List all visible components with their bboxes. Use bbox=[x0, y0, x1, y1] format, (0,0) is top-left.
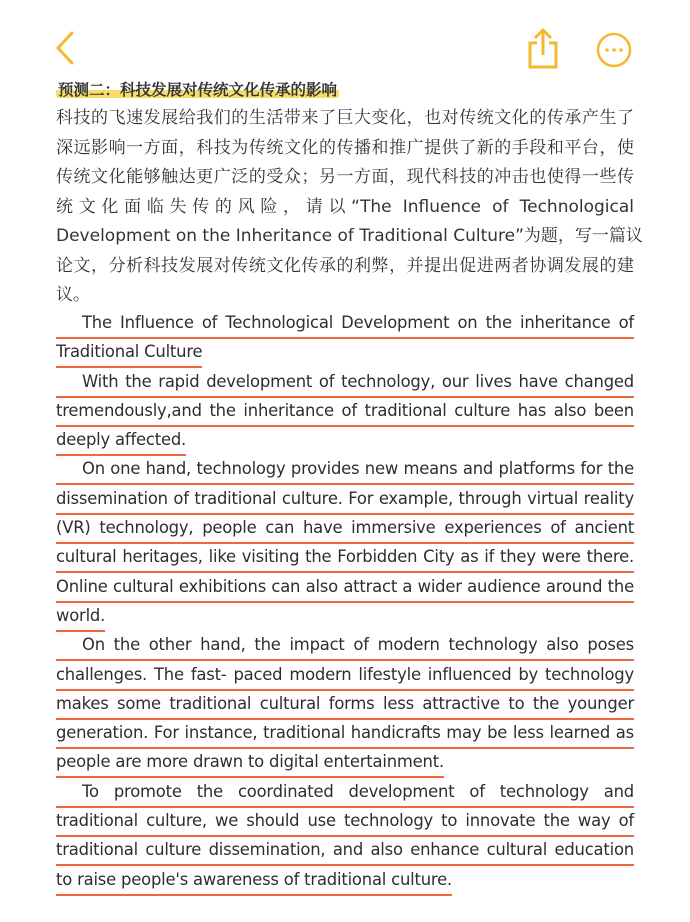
essay-line bbox=[56, 807, 634, 836]
underlined-text: dissemination of traditional culture. For example, through virtual reality bbox=[56, 485, 634, 515]
essay-line bbox=[56, 368, 634, 397]
essay-line bbox=[56, 543, 634, 572]
essay-line bbox=[56, 690, 634, 719]
underlined-text: On one hand, technology provides new means and platforms for the bbox=[56, 455, 634, 485]
section-title: 预测二：科技发展对传统文化传承的影响 bbox=[56, 78, 339, 100]
prompt-line: 议。 bbox=[56, 285, 90, 305]
prompt-line: 论文，分析科技发展对传统文化传承的利弊，并提出促进两者协调发展的建 bbox=[56, 255, 634, 276]
chevron-left-icon bbox=[50, 30, 80, 66]
essay-line bbox=[56, 748, 634, 777]
underlined-text: deeply affected. bbox=[56, 426, 186, 456]
underlined-text: world. bbox=[56, 602, 105, 632]
essay-line bbox=[56, 397, 634, 426]
essay-line bbox=[56, 485, 634, 514]
prompt-text bbox=[56, 104, 643, 311]
essay-line bbox=[56, 719, 634, 748]
underlined-text: Online cultural exhibitions can also attract a wider audience around the bbox=[56, 573, 634, 603]
prompt-line: Development on the Inheritance of Traditional Culture”为题，写一篇议 bbox=[56, 226, 643, 246]
prompt-line: 科技的飞速发展给我们的生活带来了巨大变化，也对传统文化的传承产生了 bbox=[56, 108, 634, 128]
underlined-text: cultural heritages, like visiting the Forbidden City as if they were there. bbox=[56, 543, 634, 573]
underlined-text: generation. For instance, traditional handicrafts may be less learned as bbox=[56, 719, 634, 749]
underlined-text: With the rapid development of technology, our lives have changed bbox=[56, 368, 634, 398]
share-button[interactable] bbox=[526, 28, 560, 70]
essay-text bbox=[56, 309, 634, 895]
underlined-text: makes some traditional cultural forms less attractive to the younger bbox=[56, 690, 634, 720]
underlined-text: To promote the coordinated development of technology and bbox=[56, 778, 634, 808]
underlined-text: The Influence of Technological Development on the inheritance of bbox=[56, 309, 634, 339]
essay-line bbox=[56, 661, 634, 690]
underlined-text: to raise people's awareness of traditional culture. bbox=[56, 866, 452, 896]
share-icon bbox=[526, 28, 560, 70]
essay-line bbox=[56, 338, 634, 367]
essay-line bbox=[56, 778, 634, 807]
underlined-text: challenges. The fast- paced modern lifestyle influenced by technology bbox=[56, 661, 634, 691]
essay-line bbox=[56, 602, 634, 631]
essay-line bbox=[56, 866, 634, 895]
essay-line bbox=[56, 309, 634, 338]
prompt-line: 传统文化能够触达更广泛的受众；另一方面，现代科技的冲击也使得一些传 bbox=[56, 167, 634, 187]
more-icon bbox=[596, 32, 632, 68]
back-button[interactable] bbox=[50, 30, 80, 66]
essay-line bbox=[56, 426, 634, 455]
underlined-text: (VR) technology, people can have immersive experiences of ancient bbox=[56, 514, 634, 544]
underlined-text: people are more drawn to digital entertainment. bbox=[56, 748, 444, 778]
essay-line bbox=[56, 631, 634, 660]
underlined-text: traditional culture, we should use technology to innovate the way of bbox=[56, 807, 634, 837]
prompt-line: 深远影响一方面，科技为传统文化的传播和推广提供了新的手段和平台，使 bbox=[56, 137, 634, 158]
underlined-text: On the other hand, the impact of modern technology also poses bbox=[56, 631, 634, 661]
underlined-text: tremendously,and the inheritance of traditional culture has also been bbox=[56, 397, 634, 427]
prompt-line: 统文化面临失传的风险，请以“The Influence of Technological bbox=[56, 196, 634, 217]
essay-line bbox=[56, 573, 634, 602]
essay-line bbox=[56, 514, 634, 543]
more-button[interactable] bbox=[596, 32, 632, 68]
essay-line bbox=[56, 455, 634, 484]
essay-line bbox=[56, 836, 634, 865]
underlined-text: traditional culture dissemination, and also enhance cultural education bbox=[56, 836, 634, 866]
underlined-text: Traditional Culture bbox=[56, 338, 202, 368]
